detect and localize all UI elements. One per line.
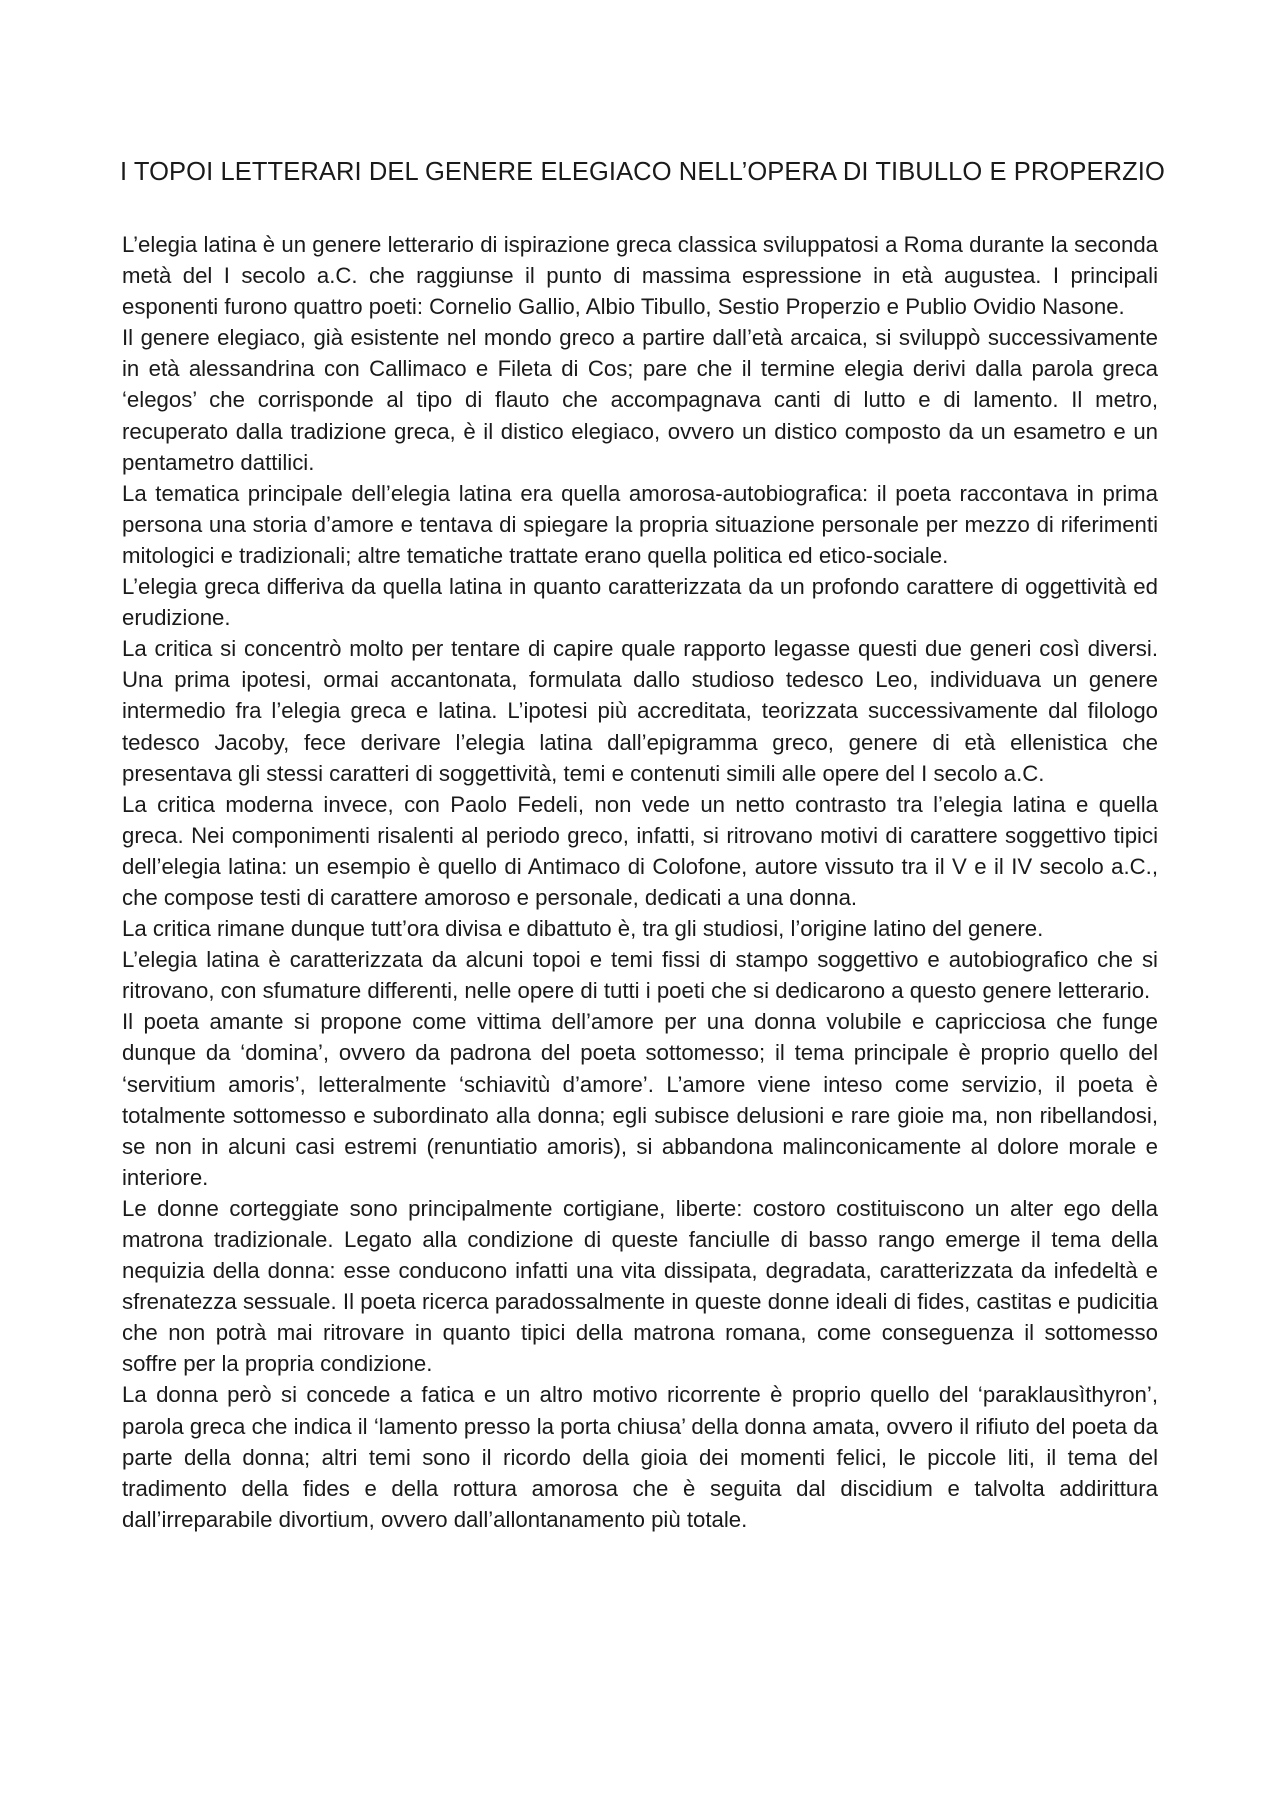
paragraph-topoi: L’elegia latina è caratterizzata da alcuni topoi e temi fissi di stampo soggettivo e autobiografico che si ritrovano, con sfumature differenti, nelle opere di tutti i poeti che si dedicarono a questo genere letterario. bbox=[122, 947, 1158, 1004]
paragraph-origins: Il genere elegiaco, già esistente nel mondo greco a partire dall’età arcaica, si sviluppò successivamente in età alessandrina con Callimaco e Fileta di Cos; pare che il termine elegia derivi dalla parola greca ‘elegos’ che corrisponde al tipo di flauto che accompagnava canti di lutto e di lamento. Il metro, recuperato dalla tradizione greca, è il distico elegiaco, ovvero un distico composto da un esametro e un pentametro dattilici. bbox=[122, 325, 1158, 475]
paragraph-paraklausithyron: La donna però si concede a fatica e un altro motivo ricorrente è proprio quello del ‘paraklausìthyron’, parola greca che indica il ‘lamento presso la porta chiusa’ della donna amata, ovvero il rifiuto del poeta da parte della donna; altri temi sono il ricordo della gioia dei momenti felici, le piccole liti, il tema del tradimento della fides e della rottura amorosa che è seguita dal discidium e talvolta addirittura dall’irreparabile divortium, ovvero dall’allontanamento più totale. bbox=[122, 1382, 1158, 1532]
paragraph-modern-criticism: La critica moderna invece, con Paolo Fedeli, non vede un netto contrasto tra l’elegia latina e quella greca. Nei componimenti risalenti al periodo greco, infatti, si ritrovano motivi di carattere soggettivo tipici dell’elegia latina: un esempio è quello di Antimaco di Colofone, autore vissuto tra il V e il IV secolo a.C., che compose testi di carattere amoroso e personale, dedicati a una donna. bbox=[122, 791, 1158, 910]
paragraph-intro: L’elegia latina è un genere letterario di ispirazione greca classica sviluppatosi a Roma durante la seconda metà del I secolo a.C. che raggiunse il punto di massima espressione in età augustea. I principali esponenti furono quattro poeti: Cornelio Gallio, Albio Tibullo, Sestio Properzio e Publio Ovidio Nasone. bbox=[122, 232, 1158, 320]
document-body bbox=[122, 229, 1158, 1535]
paragraph-courtesans: Le donne corteggiate sono principalmente cortigiane, liberte: costoro costituiscono un alter ego della matrona tradizionale. Legato alla condizione di queste fanciulle di basso rango emerge il tema della nequizia della donna: esse conducono infatti una vita dissipata, degradata, caratterizzata da infedeltà e sfrenatezza sessuale. Il poeta ricerca paradossalmente in queste donne ideali di fides, castitas e pudicitia che non potrà mai ritrovare in quanto tipici della matrona romana, come conseguenza il sottomesso soffre per la propria condizione. bbox=[122, 1195, 1158, 1377]
paragraph-debate: La critica rimane dunque tutt’ora divisa e dibattuto è, tra gli studiosi, l’origine latino del genere. bbox=[122, 916, 1044, 942]
paragraph-criticism: La critica si concentrò molto per tentare di capire quale rapporto legasse questi due generi così diversi. Una prima ipotesi, ormai accantonata, formulata dallo studioso tedesco Leo, individuava un genere intermedio fra l’elegia greca e latina. L’ipotesi più accreditata, teorizzata successivamente dal filologo tedesco Jacoby, fece derivare l’elegia latina dall’epigramma greco, genere di età ellenistica che presentava gli stessi caratteri di soggettività, temi e contenuti simili alle opere del I secolo a.C. bbox=[122, 636, 1158, 786]
paragraph-themes: La tematica principale dell’elegia latina era quella amorosa-autobiografica: il poeta raccontava in prima persona una storia d’amore e tentava di spiegare la propria situazione personale per mezzo di riferimenti mitologici e tradizionali; altre tematiche trattate erano quella politica ed etico-sociale. bbox=[122, 480, 1158, 568]
document-title: I TOPOI LETTERARI DEL GENERE ELEGIACO NELL’OPERA DI TIBULLO E PROPERZIO bbox=[120, 158, 1165, 186]
paragraph-servitium-amoris: Il poeta amante si propone come vittima dell’amore per una donna volubile e capricciosa che funge dunque da ‘domina’, ovvero da padrona del poeta sottomesso; il tema principale è proprio quello del ‘servitium amoris’, letteralmente ‘schiavitù d’amore’. L’amore viene inteso come servizio, il poeta è totalmente sottomesso e subordinato alla donna; egli subisce delusioni e rare gioie ma, non ribellandosi, se non in alcuni casi estremi (renuntiatio amoris), si abbandona malinconicamente al dolore morale e interiore. bbox=[122, 1009, 1158, 1190]
paragraph-greek-elegy: L’elegia greca differiva da quella latina in quanto caratterizzata da un profondo carattere di oggettività ed erudizione. bbox=[122, 574, 1158, 631]
